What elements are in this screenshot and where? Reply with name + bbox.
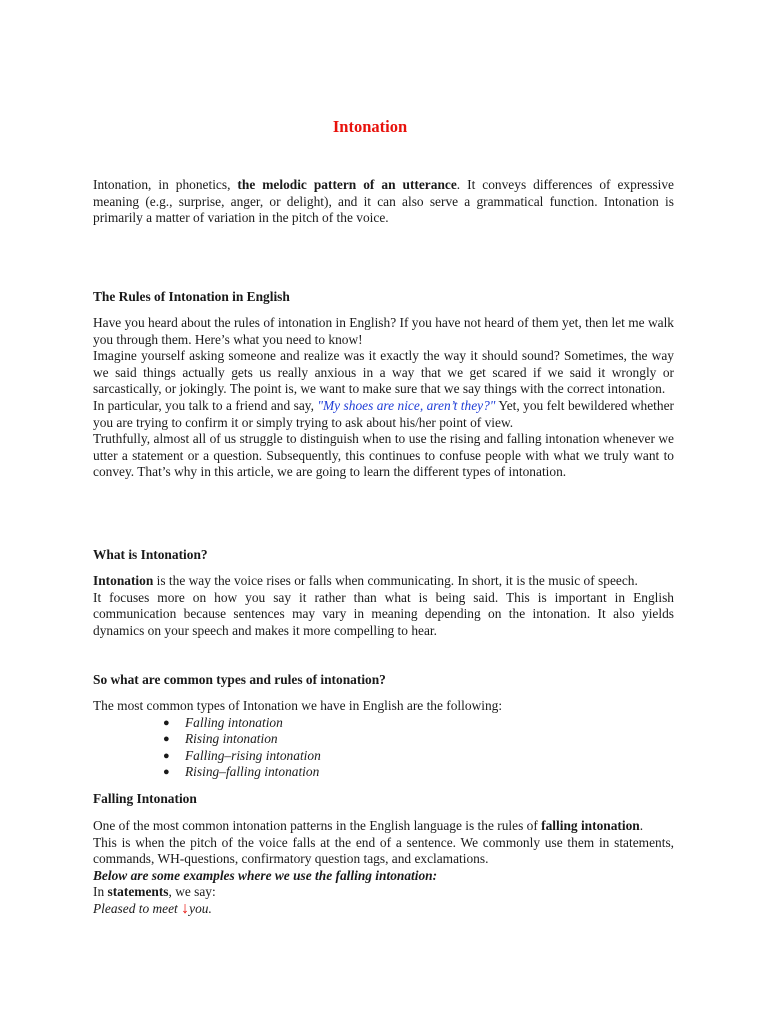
what-p1-text: is the way the voice rises or falls when communicating. In short, it is the music of speech. <box>153 573 638 588</box>
bullet-icon: ● <box>163 733 170 746</box>
statements-post: , we say: <box>168 884 216 900</box>
rules-paragraph-2: Imagine yourself asking someone and realize was it exactly the way it should sound? Sometimes, the way we said things actually gets us really anxious in a way that we get scared if we said it wrongly or sarcastically, or jokingly. The point is, we want to make sure that we say things with the correct intonation. <box>93 348 674 397</box>
falling-note: Below are some examples where we use the falling intonation: <box>93 867 438 883</box>
page-title: Intonation <box>332 117 408 136</box>
statements-pre: In <box>93 884 108 900</box>
intro-text: Intonation, in phonetics, <box>93 177 238 192</box>
example-text: Pleased to meet <box>93 900 182 916</box>
intro-text-rest: . It conveys differences of expressive meaning (e.g., surprise, anger, or delight), and it can also serve a grammatical function. Intonation is primarily a matter of variation in the pitch of the voice. <box>93 177 674 226</box>
what-section <box>93 573 674 639</box>
falling-paragraph-1 <box>93 818 674 835</box>
falling-p1-text: One of the most common intonation patterns in the English language is the rules of <box>93 818 542 833</box>
types-list <box>93 715 674 781</box>
bullet-icon: ● <box>163 749 170 762</box>
falling-bold-term: falling intonation <box>541 818 640 833</box>
statements-bold: statements <box>107 884 169 900</box>
falling-heading: Falling Intonation <box>93 791 197 806</box>
intro-bold-text: the melodic pattern of an utterance <box>237 177 457 192</box>
rules-p3-text-rest: Yet, you felt bewildered whether you are trying to confirm it or simply trying to ask about his/her point of view. <box>93 397 674 430</box>
what-paragraph-2: It focuses more on how you say it rather than what is being said. This is important in English communication because sentences may vary in meaning depending on the intonation. It also yields dynamics on your speech and makes it more compelling to hear. <box>93 589 674 638</box>
types-heading: So what are common types and rules of intonation? <box>93 672 386 687</box>
rules-paragraph-4: Truthfully, almost all of us struggle to distinguish when to use the rising and falling intonation whenever we utter a statement or a question. Subsequently, this continues to confuse people with what we truly want to convey. That’s why in this article, we are going to learn the different types of intonation. <box>93 431 674 480</box>
list-item-label: Rising intonation <box>185 731 278 747</box>
rules-paragraph-3 <box>93 398 674 431</box>
rules-heading: The Rules of Intonation in English <box>93 289 290 304</box>
intro-paragraph <box>93 177 674 227</box>
what-heading: What is Intonation? <box>93 547 208 562</box>
list-item <box>93 764 674 781</box>
statements-line <box>93 884 674 901</box>
list-item-label: Rising–falling intonation <box>185 764 320 780</box>
falling-p1-end: . <box>639 818 644 833</box>
what-paragraph-1 <box>93 573 674 590</box>
example-quote: "My shoes are nice, aren’t they?" <box>317 397 496 413</box>
list-item-label: Falling–rising intonation <box>185 747 321 763</box>
example-sentence <box>93 901 674 918</box>
falling-paragraph-2: This is when the pitch of the voice falls at the end of a sentence. We commonly use them in statements, commands, WH-questions, confirmatory question tags, and exclamations. <box>93 834 674 867</box>
list-item <box>93 715 674 732</box>
list-item <box>93 731 674 748</box>
types-section <box>93 698 674 781</box>
bullet-icon: ● <box>163 766 170 779</box>
falling-arrow-icon: ↓ <box>181 899 190 917</box>
example-text-end: you. <box>189 900 212 916</box>
rules-paragraph-1: Have you heard about the rules of intonation in English? If you have not heard of them yet, then let me walk you through them. Here’s what you need to know! <box>93 315 674 347</box>
what-bold-term: Intonation <box>93 573 154 588</box>
types-intro: The most common types of Intonation we have in English are the following: <box>93 698 503 713</box>
rules-section <box>93 315 674 481</box>
list-item-label: Falling intonation <box>185 714 283 730</box>
falling-section <box>93 818 674 918</box>
rules-p3-text: In particular, you talk to a friend and say, <box>93 397 318 413</box>
bullet-icon: ● <box>163 716 170 729</box>
list-item <box>93 748 674 765</box>
